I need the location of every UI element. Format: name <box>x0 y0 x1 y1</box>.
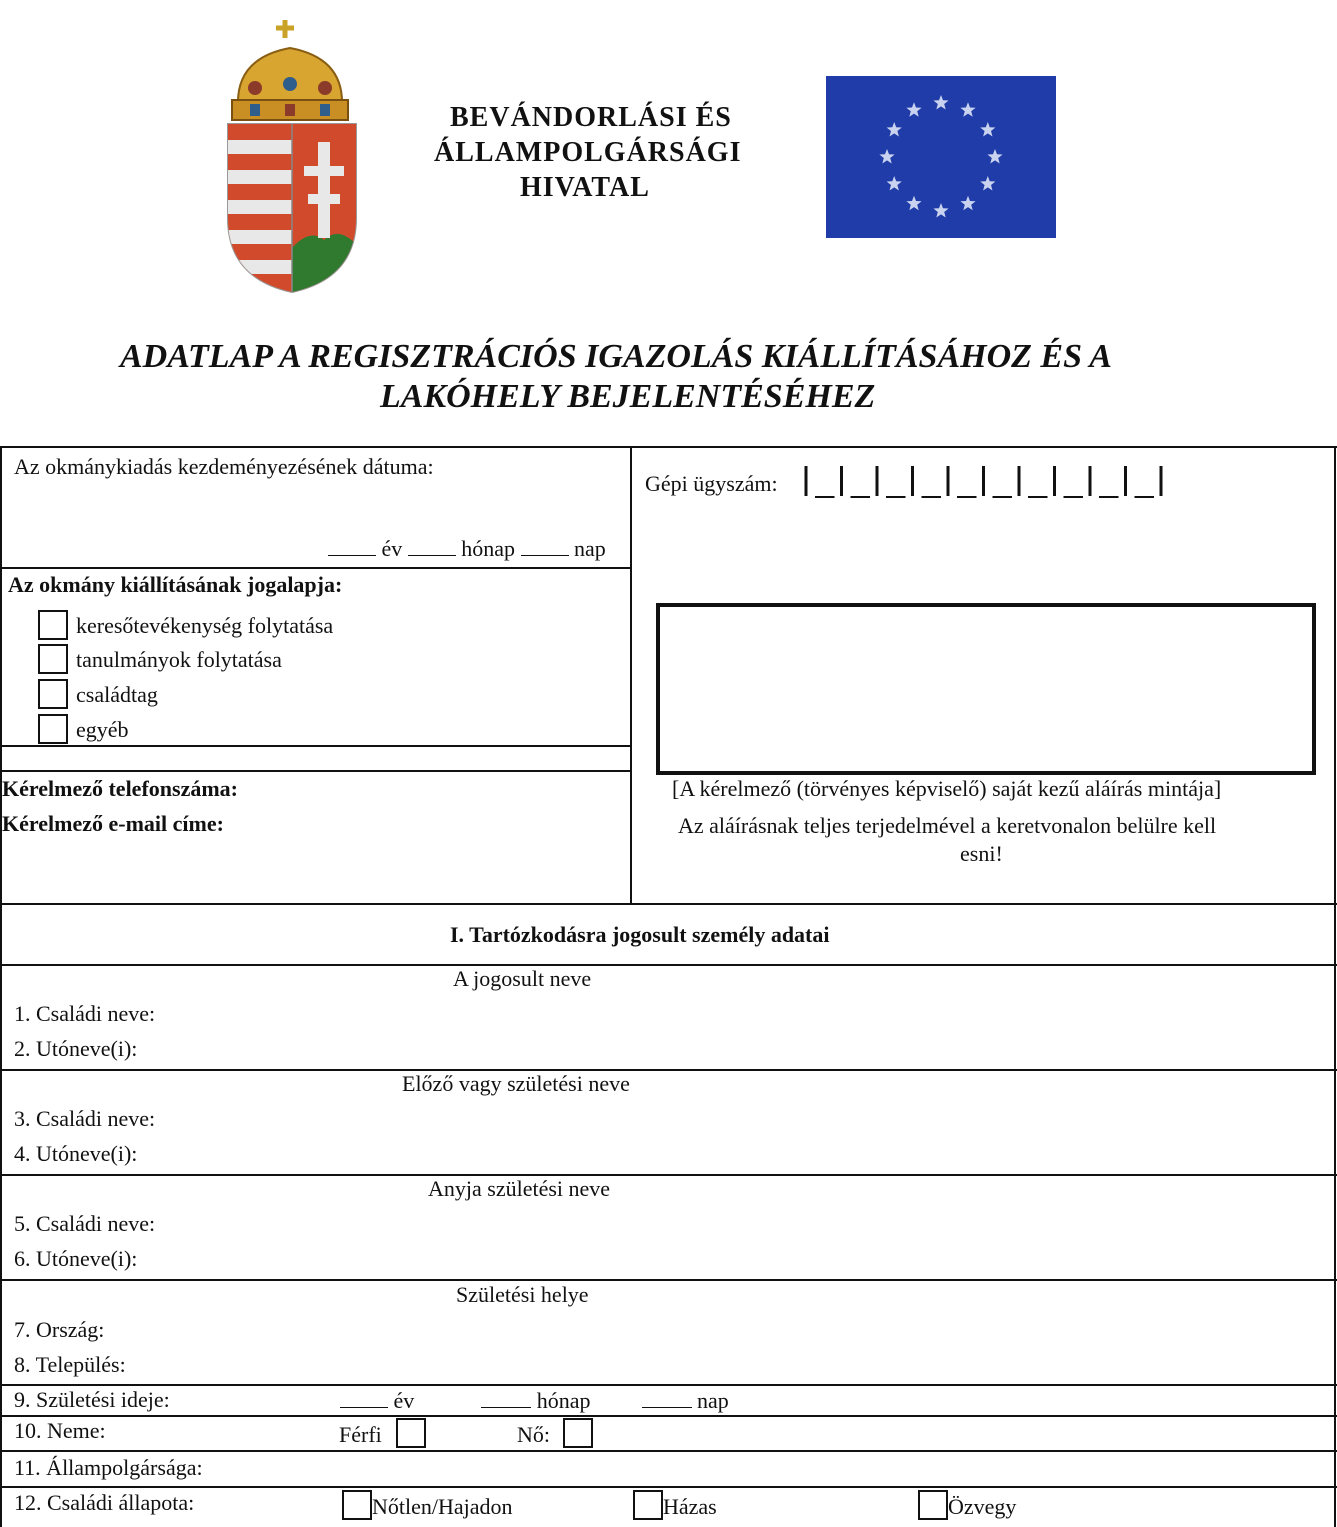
date-day-input[interactable] <box>521 537 569 556</box>
signature-caption: [A kérelmező (törvényes képviselő) saját kezű aláírás mintája] <box>672 776 1222 801</box>
divider <box>0 567 632 569</box>
field-mother-family-name: 5. Családi neve: <box>14 1211 156 1236</box>
sex-male-label: Férfi <box>339 1422 382 1447</box>
marital-married-label: Házas <box>663 1494 717 1519</box>
field-family-name: 1. Családi neve: <box>14 1001 156 1026</box>
date-fields <box>328 536 606 562</box>
form-title-line-2: LAKÓHELY BEJELENTÉSÉHEZ <box>380 378 876 415</box>
signature-note-line-1: Az aláírásnak teljes terjedelmével a keretvonalon belülre kell <box>678 813 1217 838</box>
agency-name-line-1: BEVÁNDORLÁSI ÉS <box>450 102 732 133</box>
marital-married-checkbox[interactable] <box>633 1490 663 1520</box>
divider <box>0 770 632 772</box>
signature-note-line-2: esni! <box>960 841 1003 866</box>
divider <box>0 1486 1337 1488</box>
basis-heading: Az okmány kiállításának jogalapja: <box>8 572 343 597</box>
basis-option-1: keresőtevékenység folytatása <box>76 613 334 638</box>
birth-date-fields <box>340 1388 729 1414</box>
birth-day-input[interactable] <box>642 1389 692 1408</box>
date-month-input[interactable] <box>408 537 456 556</box>
birth-month-input[interactable] <box>481 1389 531 1408</box>
field-given-names: 2. Utóneve(i): <box>14 1036 138 1061</box>
birth-year-label: év <box>393 1388 415 1413</box>
basis-checkbox-3[interactable] <box>38 679 68 709</box>
basis-option-2: tanulmányok folytatása <box>76 647 282 672</box>
divider <box>0 964 1337 966</box>
sex-female-checkbox[interactable] <box>563 1418 593 1448</box>
field-prev-family-name: 3. Családi neve: <box>14 1106 156 1131</box>
subhead-mother-name: Anyja születési neve <box>428 1176 611 1201</box>
case-number-label: Gépi ügyszám: <box>645 471 778 496</box>
birth-day-label: nap <box>697 1388 729 1413</box>
divider <box>0 1279 1337 1281</box>
basis-checkbox-1[interactable] <box>38 610 68 640</box>
date-year-label: év <box>381 536 403 561</box>
citizenship-label: 11. Állampolgársága: <box>14 1455 203 1480</box>
divider <box>0 1384 1337 1386</box>
field-prev-given-names: 4. Utóneve(i): <box>14 1141 138 1166</box>
email-label: Kérelmező e-mail címe: <box>2 811 224 836</box>
subhead-birthplace: Születési helye <box>456 1282 589 1307</box>
divider <box>0 1174 1337 1176</box>
coat-of-arms-icon <box>210 18 370 298</box>
date-year-input[interactable] <box>328 537 376 556</box>
divider <box>0 1415 1337 1417</box>
basis-checkbox-2[interactable] <box>38 644 68 674</box>
divider <box>0 1450 1337 1452</box>
marital-label: 12. Családi állapota: <box>14 1490 195 1515</box>
field-mother-given-names: 6. Utóneve(i): <box>14 1246 138 1271</box>
birth-date-label: 9. Születési ideje: <box>14 1387 170 1412</box>
signature-box[interactable] <box>656 603 1316 775</box>
sex-female-label: Nő: <box>517 1422 550 1447</box>
sex-male-checkbox[interactable] <box>396 1418 426 1448</box>
form-top-border <box>0 446 1337 448</box>
date-label: Az okmánykiadás kezdeményezésének dátuma: <box>14 454 434 479</box>
agency-name-line-2: ÁLLAMPOLGÁRSÁGI <box>434 137 742 168</box>
basis-option-3: családtag <box>76 682 158 707</box>
form-title-line-1: ADATLAP A REGISZTRÁCIÓS IGAZOLÁS KIÁLLÍTÁSÁHOZ ÉS A <box>120 338 1112 375</box>
divider <box>0 745 632 747</box>
birth-month-label: hónap <box>536 1388 591 1413</box>
marital-widowed-label: Özvegy <box>948 1494 1017 1519</box>
marital-widowed-checkbox[interactable] <box>918 1490 948 1520</box>
phone-label: Kérelmező telefonszáma: <box>2 776 238 801</box>
field-country: 7. Ország: <box>14 1317 105 1342</box>
case-number-boxes[interactable] <box>802 462 1172 502</box>
agency-name-line-3: HIVATAL <box>520 172 650 203</box>
basis-option-4: egyéb <box>76 717 129 742</box>
top-column-divider <box>630 446 632 904</box>
birth-year-input[interactable] <box>340 1389 388 1408</box>
form-right-border <box>1334 446 1336 1527</box>
field-settlement: 8. Település: <box>14 1352 126 1377</box>
subhead-name: A jogosult neve <box>453 966 592 991</box>
eu-flag-icon <box>826 76 1056 238</box>
sex-label: 10. Neme: <box>14 1418 106 1443</box>
divider <box>0 1069 1337 1071</box>
marital-single-label: Nőtlen/Hajadon <box>372 1494 513 1519</box>
section-heading: I. Tartózkodásra jogosult személy adatai <box>450 922 830 947</box>
marital-single-checkbox[interactable] <box>342 1490 372 1520</box>
date-day-label: nap <box>574 536 606 561</box>
form-left-border <box>0 446 2 1527</box>
subhead-previous-name: Előző vagy születési neve <box>402 1071 630 1096</box>
divider <box>0 903 1337 905</box>
date-month-label: hónap <box>461 536 516 561</box>
basis-checkbox-4[interactable] <box>38 714 68 744</box>
